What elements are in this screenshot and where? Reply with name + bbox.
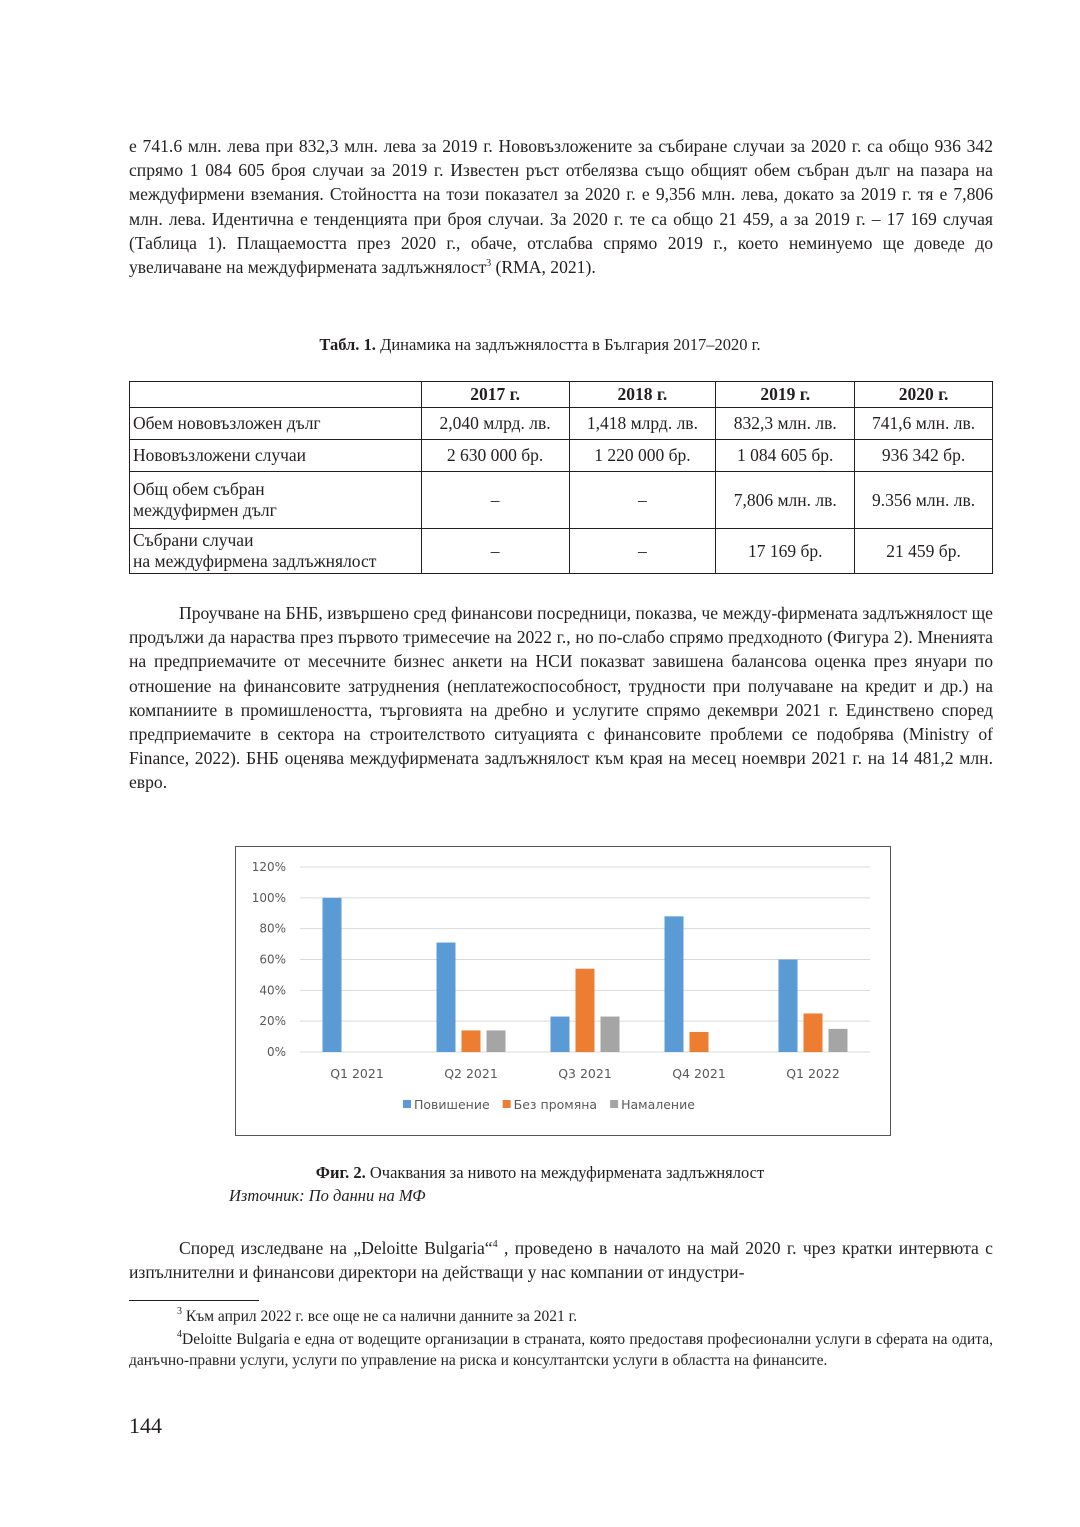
cell-value: 741,6 млн. лв. <box>855 408 993 440</box>
paragraph-intro-text: е 741.6 млн. лева при 832,3 млн. лева за 2019 г. Нововъзложените за събиране случаи за 2020 г. са общо 936 342 спрямо 1 084 605 броя случаи за 2019 г. Известен ръст отбелязва също общият обем събран дълг на пазара на междуфирмени вземания. Стойността на този показател за 2020 г. е 9,356 млн. лева, докато за 2019 г. тя е 7,806 млн. лева. Идентична е тенденцията при броя случаи. За 2020 г. те са общо 21 459, а за 2019 г. – 17 169 случая (Таблица 1). Плащаемостта през 2020 г., обаче, отслабва спрямо 2019 г., което неминуемо ще доведе до увеличаване на междуфирмената задлъжнялост <box>129 136 993 278</box>
paragraph-bnb-survey <box>129 601 993 795</box>
cell-value: 1,418 млрд. лв. <box>569 408 716 440</box>
x-tick-label: Q4 2021 <box>672 1066 726 1081</box>
legend-swatch <box>503 1100 511 1108</box>
footnote-3-number: 3 <box>177 1306 182 1317</box>
table-header-empty <box>130 382 422 408</box>
row-label-line1: Събрани случаи <box>133 530 254 550</box>
figure-caption-text: Очаквания за нивото на междуфирмената задлъжнялост <box>365 1163 765 1182</box>
paragraph-intro-citation: (RMA, 2021). <box>491 257 596 278</box>
cell-value: 9.356 млн. лв. <box>855 472 993 529</box>
legend-label: Намаление <box>621 1097 695 1112</box>
row-label: Нововъзложени случаи <box>130 440 422 472</box>
cell-value: – <box>421 529 569 574</box>
debt-dynamics-table <box>129 381 993 574</box>
row-label: Обем нововъзложен дълг <box>130 408 422 440</box>
y-tick-label: 40% <box>259 983 286 998</box>
table-header-2017: 2017 г. <box>421 382 569 408</box>
paragraph-bnb-survey-text: Проучване на БНБ, извършено сред финансови посредници, показва, че между-фирмената задлъжнялост ще продължи да нараства през първото тримесечие на 2022 г., но по-слабо спрямо предходното (Фигура 2). Мненията на предприемачите от месечните бизнес анкети на НСИ показват завишена балансова оценка през януари по отношение на финансовите затруднения (неплатежоспособност, трудности при получаване на кредит и др.) на компаниите в промишлеността, търговията на дребно и услугите спрямо декември 2021 г. Единствено според предприемачите в сектора на строителството ситуацията с финансовите проблеми се подобрява (Ministry of Finance, 2022). БНБ оценява междуфирмената задлъжнялост към края на месец ноември 2021 г. на 14 481,2 млн. евро. <box>129 603 993 793</box>
figure-source: Източник: По данни на МФ <box>229 1186 426 1205</box>
footnote-4 <box>129 1330 993 1371</box>
y-tick-label: 120% <box>251 860 286 874</box>
bar-повишение <box>437 943 456 1052</box>
y-tick-label: 60% <box>259 952 286 967</box>
cell-value: – <box>569 472 716 529</box>
legend-label: Без промяна <box>513 1097 598 1112</box>
y-tick-label: 80% <box>259 921 286 936</box>
legend-swatch <box>610 1100 618 1108</box>
x-tick-label: Q3 2021 <box>558 1066 612 1081</box>
bar-намаление <box>829 1029 848 1052</box>
row-label-line1: Общ обем събран <box>133 479 265 499</box>
paragraph-deloitte-tail: , проведено в началото на май 2020 г. чрез кратки интервюта с изпълнителни и финансови директори на действащи у нас компании от индустри- <box>129 1238 993 1283</box>
bar-намаление <box>487 1030 506 1052</box>
bar-намаление <box>601 1017 620 1052</box>
footnote-3 <box>129 1307 993 1328</box>
row-label-line2: междуфирмен дълг <box>133 500 277 520</box>
table-header-2018: 2018 г. <box>569 382 716 408</box>
bar-без-промяна <box>690 1032 709 1052</box>
paragraph-deloitte-head: Според изследване на „Deloitte Bulgaria“ <box>179 1238 493 1258</box>
y-tick-label: 20% <box>259 1014 286 1029</box>
cell-value: 936 342 бр. <box>855 440 993 472</box>
footnote-3-text: Към април 2022 г. все още не са налични данните за 2021 г. <box>182 1308 578 1325</box>
figure-caption <box>0 1163 1080 1183</box>
bar-без-промяна <box>462 1030 481 1052</box>
y-tick-label: 100% <box>251 890 286 905</box>
expectations-bar-chart <box>235 846 891 1136</box>
cell-value: 7,806 млн. лв. <box>716 472 855 529</box>
table-row <box>130 408 993 440</box>
cell-value: 2 630 000 бр. <box>421 440 569 472</box>
cell-value: 17 169 бр. <box>716 529 855 574</box>
chart-canvas <box>236 847 890 1135</box>
table-row <box>130 529 993 574</box>
row-label <box>130 472 422 529</box>
table-caption-text: Динамика на задлъжнялостта в България 2017–2020 г. <box>375 335 761 354</box>
row-label-line2: на междуфирмена задлъжнялост <box>133 551 377 571</box>
row-label <box>130 529 422 574</box>
cell-value: 832,3 млн. лв. <box>716 408 855 440</box>
table-caption <box>0 335 1080 355</box>
bar-повишение <box>323 898 342 1052</box>
table-header-2020: 2020 г. <box>855 382 993 408</box>
y-tick-label: 0% <box>266 1045 286 1059</box>
x-tick-label: Q2 2021 <box>444 1066 498 1081</box>
bar-повишение <box>551 1017 570 1052</box>
x-tick-label: Q1 2022 <box>786 1066 840 1081</box>
bar-повишение <box>779 960 798 1053</box>
cell-value: – <box>569 529 716 574</box>
bar-повишение <box>665 916 684 1052</box>
table-caption-label: Табл. 1. <box>319 335 376 354</box>
bar-без-промяна <box>804 1013 823 1052</box>
cell-value: – <box>421 472 569 529</box>
paragraph-intro <box>129 134 993 279</box>
legend-swatch <box>403 1100 411 1108</box>
footnote-ref-4[interactable]: 4 <box>492 1239 498 1250</box>
footnote-separator <box>129 1300 259 1301</box>
cell-value: 1 220 000 бр. <box>569 440 716 472</box>
paragraph-deloitte <box>129 1236 993 1284</box>
x-tick-label: Q1 2021 <box>330 1066 384 1081</box>
cell-value: 2,040 млрд. лв. <box>421 408 569 440</box>
table-header-2019: 2019 г. <box>716 382 855 408</box>
table-row <box>130 440 993 472</box>
footnote-ref-3[interactable]: 3 <box>486 258 492 270</box>
bar-без-промяна <box>576 969 595 1052</box>
page-number: 144 <box>129 1413 162 1438</box>
figure-caption-label: Фиг. 2. <box>315 1163 366 1182</box>
table-row <box>130 472 993 529</box>
table-header-row <box>130 382 993 408</box>
cell-value: 1 084 605 бр. <box>716 440 855 472</box>
legend-label: Повишение <box>414 1097 490 1112</box>
footnote-4-text: Deloitte Bulgaria е една от водещите организации в страната, която предоставя професионални услуги в сферата на одита, данъчно-правни услуги, услуги по управление на риска и консултантски услуги в областта на финансите. <box>129 1331 993 1369</box>
footnote-4-number: 4 <box>177 1329 182 1340</box>
cell-value: 21 459 бр. <box>855 529 993 574</box>
